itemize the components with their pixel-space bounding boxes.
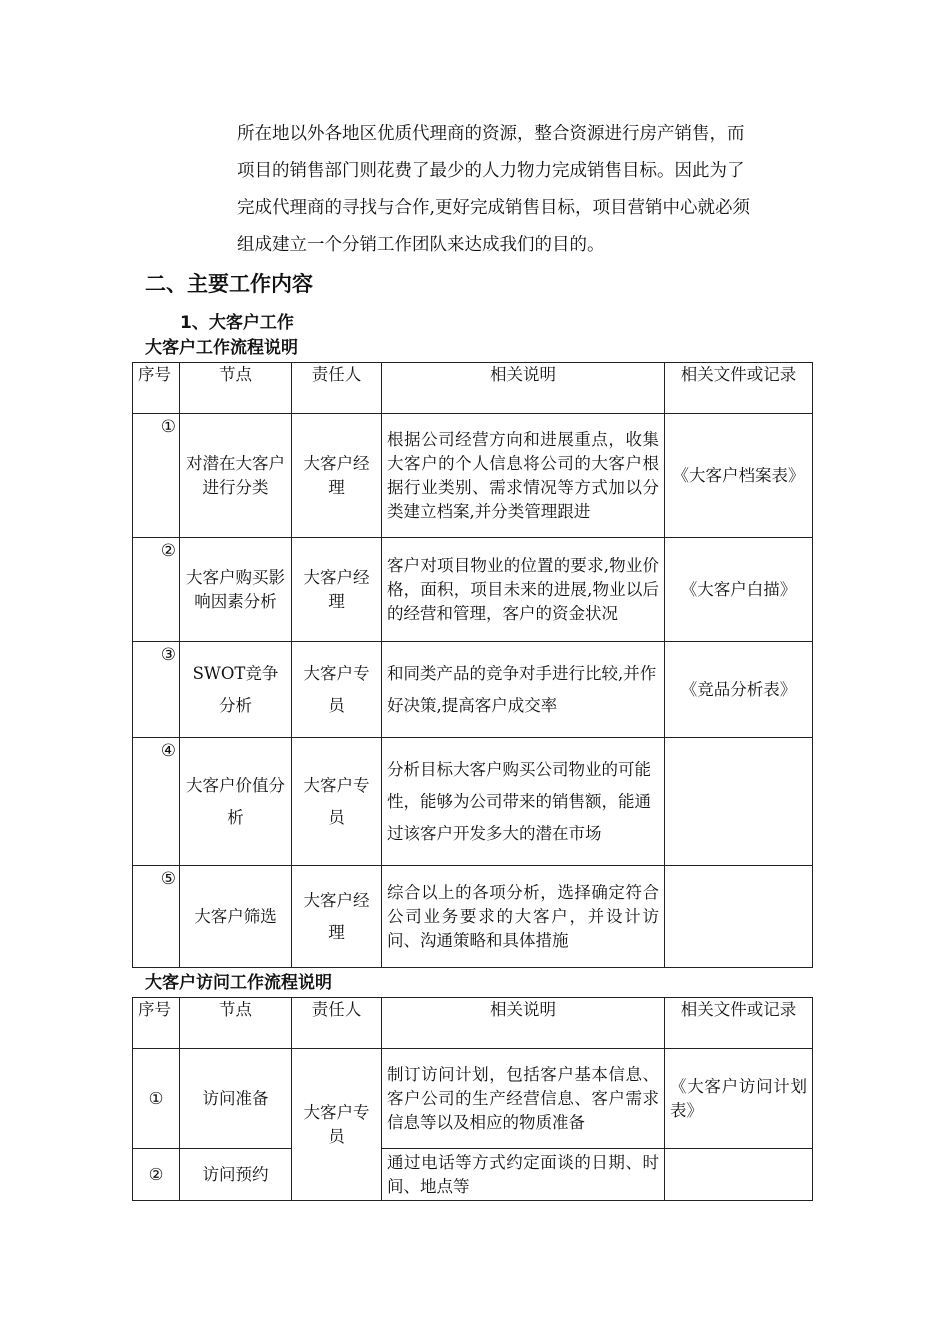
row-doc: 《大客户档案表》 <box>665 414 813 538</box>
table-row <box>133 414 813 538</box>
row-node: SWOT竞争分析 <box>180 642 292 738</box>
row-doc <box>665 1149 813 1201</box>
row-node: 对潜在大客户进行分类 <box>180 414 292 538</box>
row-doc <box>665 866 813 968</box>
row-doc: 《竞品分析表》 <box>665 642 813 738</box>
row-desc: 制订访问计划，包括客户基本信息、客户公司的生产经营信息、客户需求信息等以及相应的物质准备 <box>382 1049 665 1149</box>
row-seq: ② <box>133 1149 180 1201</box>
row-desc: 根据公司经营方向和进展重点，收集大客户的个人信息将公司的大客户根据行业类别、需求情况等方式加以分类建立档案,并分类管理跟进 <box>382 414 665 538</box>
header-desc: 相关说明 <box>382 363 665 414</box>
row-desc: 通过电话等方式约定面谈的日期、时间、地点等 <box>382 1149 665 1201</box>
row-desc: 客户对项目物业的位置的要求,物业价格，面积，项目未来的进展,物业以后的经营和管理，客户的资金状况 <box>382 538 665 642</box>
header-doc: 相关文件或记录 <box>665 998 813 1049</box>
header-desc: 相关说明 <box>382 998 665 1049</box>
row-seq: ④ <box>133 738 180 866</box>
row-owner: 大客户经理 <box>292 866 382 968</box>
big-client-workflow-table <box>132 362 813 968</box>
table-row <box>133 1049 813 1149</box>
table-row <box>133 538 813 642</box>
table-row <box>133 1149 813 1201</box>
row-node: 大客户价值分析 <box>180 738 292 866</box>
table-header-row <box>133 998 813 1049</box>
row-desc: 分析目标大客户购买公司物业的可能性，能够为公司带来的销售额，能通过该客户开发多大的潜在市场 <box>382 738 665 866</box>
table2-caption: 大客户访问工作流程说明 <box>145 973 332 993</box>
intro-line: 组成建立一个分销工作团队来达成我们的目的。 <box>237 235 605 255</box>
row-seq: ③ <box>133 642 180 738</box>
row-desc: 和同类产品的竞争对手进行比较,并作好决策,提高客户成交率 <box>382 642 665 738</box>
row-node: 访问准备 <box>180 1049 292 1149</box>
section-title: 二、主要工作内容 <box>145 272 313 296</box>
row-node: 大客户筛选 <box>180 866 292 968</box>
header-node: 节点 <box>180 363 292 414</box>
row-doc: 《大客户访问计划表》 <box>665 1049 813 1149</box>
intro-line: 项目的销售部门则花费了最少的人力物力完成销售目标。因此为了 <box>237 161 745 181</box>
row-seq: ⑤ <box>133 866 180 968</box>
table-row <box>133 738 813 866</box>
row-seq: ① <box>133 414 180 538</box>
intro-paragraph <box>237 116 812 264</box>
row-owner-shared: 大客户专员 <box>292 1049 382 1201</box>
header-doc: 相关文件或记录 <box>665 363 813 414</box>
table1-caption: 大客户工作流程说明 <box>145 338 298 358</box>
row-seq: ① <box>133 1049 180 1149</box>
header-seq: 序号 <box>133 363 180 414</box>
intro-line: 所在地以外各地区优质代理商的资源，整合资源进行房产销售，而 <box>237 124 745 144</box>
row-node: 大客户购买影响因素分析 <box>180 538 292 642</box>
row-seq: ② <box>133 538 180 642</box>
row-owner: 大客户经理 <box>292 414 382 538</box>
header-owner: 责任人 <box>292 363 382 414</box>
row-node: 访问预约 <box>180 1149 292 1201</box>
row-owner: 大客户专员 <box>292 738 382 866</box>
client-visit-workflow-table <box>132 997 813 1201</box>
header-seq: 序号 <box>133 998 180 1049</box>
table-row <box>133 866 813 968</box>
table-header-row <box>133 363 813 414</box>
header-node: 节点 <box>180 998 292 1049</box>
subsection-title: 1、大客户工作 <box>180 313 294 333</box>
row-owner: 大客户经理 <box>292 538 382 642</box>
row-doc <box>665 738 813 866</box>
row-doc: 《大客户白描》 <box>665 538 813 642</box>
intro-line: 完成代理商的寻找与合作,更好完成销售目标，项目营销中心就必须 <box>237 198 751 218</box>
row-desc: 综合以上的各项分析，选择确定符合公司业务要求的大客户，并设计访问、沟通策略和具体措施 <box>382 866 665 968</box>
row-owner: 大客户专员 <box>292 642 382 738</box>
table-row <box>133 642 813 738</box>
header-owner: 责任人 <box>292 998 382 1049</box>
